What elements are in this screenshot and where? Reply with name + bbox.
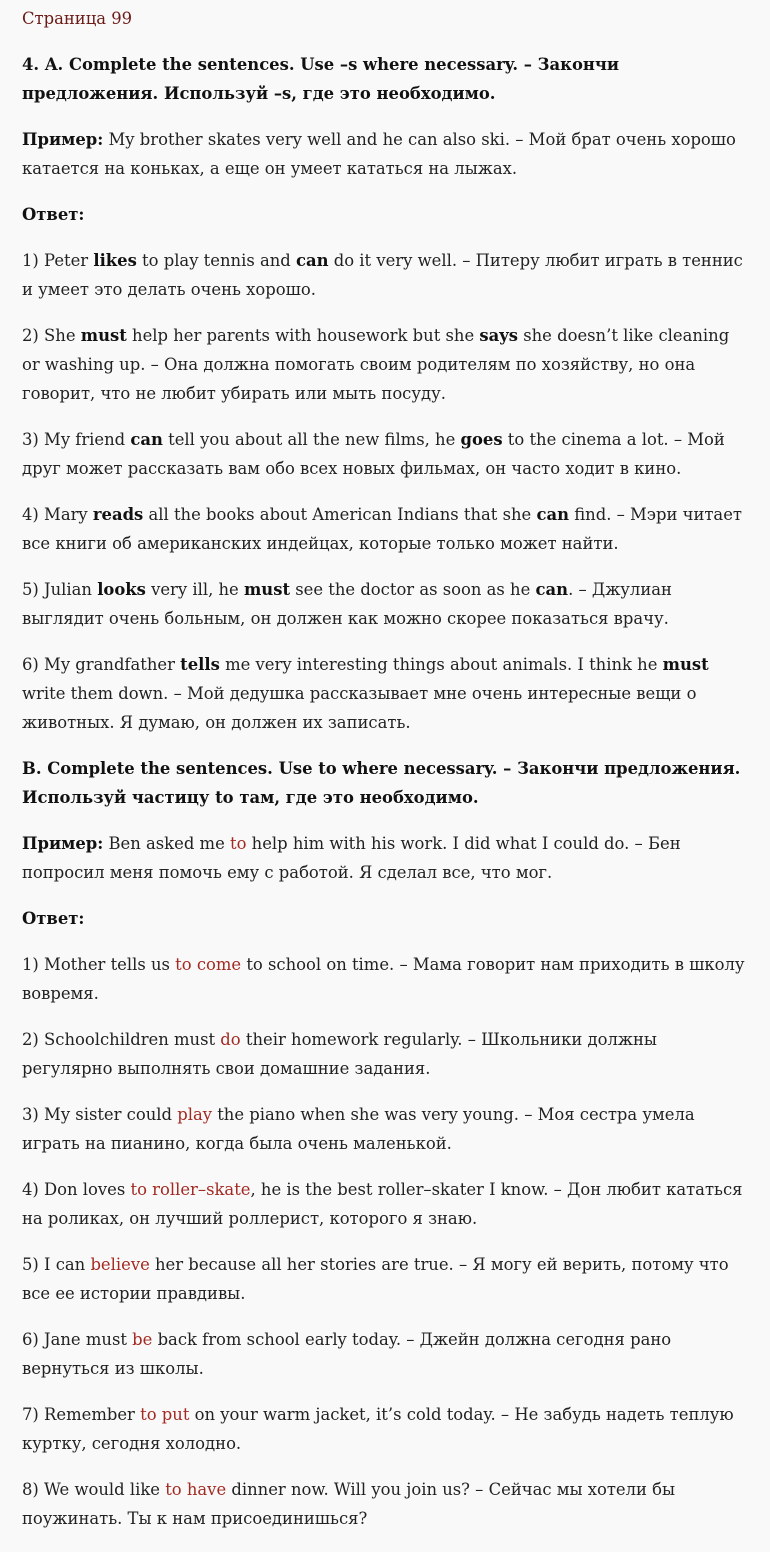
sentence-text: to play tennis and bbox=[136, 251, 296, 270]
answer-word: goes bbox=[460, 430, 503, 449]
example-label: Пример: bbox=[22, 130, 104, 149]
sentence-text: see the doctor as soon as he bbox=[290, 580, 536, 599]
sentence-text: to school on time. – Мама говорит нам приходить в школу вовремя. bbox=[22, 955, 745, 1003]
answer-word: believe bbox=[90, 1255, 150, 1274]
sentence-text: 7) Remember bbox=[22, 1405, 141, 1424]
sentence-text: their homework regularly. – Школьники должны регулярно выполнять свои домашние задания. bbox=[22, 1030, 657, 1078]
answer-word: tells bbox=[180, 655, 220, 674]
sentence-text: . – Джулиан выглядит очень больным, он должен как можно скорее показаться врачу. bbox=[22, 580, 672, 628]
sentence-text: to the cinema a lot. – Мой друг может рассказать вам обо всех новых фильмах, он часто ходит в кино. bbox=[22, 430, 725, 478]
sentence-text: she doesn’t like cleaning or washing up. – Она должна помогать своим родителям по хозяйству, но она говорит, что не любит убирать или мыть посуду. bbox=[22, 326, 730, 403]
answer-word: must bbox=[662, 655, 709, 674]
answer-word: can bbox=[130, 430, 163, 449]
sentence-text: 1) Mother tells us bbox=[22, 955, 176, 974]
exercise-a-answers bbox=[22, 246, 748, 737]
sentence-text: , he is the best roller–skater I know. – Дон любит кататься на роликах, он лучший роллерист, которого я знаю. bbox=[22, 1180, 743, 1228]
sentence-text: tell you about all the new films, he bbox=[162, 430, 461, 449]
answer-item bbox=[22, 321, 748, 408]
sentence-text: write them down. – Мой дедушка рассказывает мне очень интересные вещи о животных. Я думаю, он должен их записать. bbox=[22, 684, 697, 732]
sentence-text: find. – Мэри читает все книги об американских индейцах, которые только может найти. bbox=[22, 505, 742, 553]
sentence-text: 2) Schoolchildren must bbox=[22, 1030, 221, 1049]
answer-item bbox=[22, 1400, 748, 1458]
page-number-label: Страница 99 bbox=[22, 9, 133, 28]
sentence-text: her because all her stories are true. – Я могу ей верить, потому что все ее истории правдивы. bbox=[22, 1255, 729, 1303]
example-text: My brother skates very well and he can also ski. – Мой брат очень хорошо катается на коньках, а еще он умеет кататься на лыжах. bbox=[22, 130, 736, 178]
sentence-text: all the books about American Indians that she bbox=[143, 505, 537, 524]
exercise-b-heading: B. Complete the sentences. Use to where necessary. – Закончи предложения. Используй частицу to там, где это необходимо. bbox=[22, 759, 741, 807]
exercise-b-example bbox=[22, 829, 748, 887]
answer-word: play bbox=[177, 1105, 213, 1124]
sentence-text: 1) Peter bbox=[22, 251, 94, 270]
answer-word: be bbox=[132, 1330, 153, 1349]
sentence-text: on your warm jacket, it’s cold today. – Не забудь надеть теплую куртку, сегодня холодно. bbox=[22, 1405, 734, 1453]
answer-item bbox=[22, 500, 748, 558]
sentence-text: the piano when she was very young. – Моя сестра умела играть на пианино, когда была очень маленькой. bbox=[22, 1105, 695, 1153]
answer-item bbox=[22, 425, 748, 483]
answer-word: to have bbox=[165, 1480, 227, 1499]
exercise-b-answers bbox=[22, 950, 748, 1533]
answer-item bbox=[22, 1475, 748, 1533]
answer-word: can bbox=[536, 505, 569, 524]
answer-word: must bbox=[243, 580, 291, 599]
answer-item bbox=[22, 1175, 748, 1233]
sentence-text: 6) My grandfather bbox=[22, 655, 181, 674]
sentence-text: 3) My friend bbox=[22, 430, 131, 449]
sentence-text: do it very well. – Питеру любит играть в теннис и умеет это делать очень хорошо. bbox=[22, 251, 743, 299]
sentence-text: 4) Mary bbox=[22, 505, 93, 524]
sentence-text: 3) My sister could bbox=[22, 1105, 178, 1124]
answer-word: to roller–skate bbox=[130, 1180, 251, 1199]
answer-item bbox=[22, 1100, 748, 1158]
answer-item bbox=[22, 950, 748, 1008]
exercise-a-heading: 4. A. Complete the sentences. Use –s where necessary. – Закончи предложения. Используй –s, где это необходимо. bbox=[22, 55, 620, 103]
answer-word: must bbox=[80, 326, 127, 345]
answer-word: do bbox=[220, 1030, 241, 1049]
sentence-text: 5) Julian bbox=[22, 580, 98, 599]
sentence-text: Ben asked me bbox=[103, 834, 230, 853]
answer-word: looks bbox=[97, 580, 146, 599]
example-label: Пример: bbox=[22, 834, 104, 853]
answer-word: likes bbox=[93, 251, 137, 270]
answer-item bbox=[22, 650, 748, 737]
sentence-text: back from school early today. – Джейн должна сегодня рано вернуться из школы. bbox=[22, 1330, 672, 1378]
answer-item bbox=[22, 1250, 748, 1308]
sentence-text: help him with his work. I did what I could do. – Бен попросил меня помочь ему с работой. Я сделал все, что мог. bbox=[22, 834, 681, 882]
answer-word: reads bbox=[92, 505, 144, 524]
answer-word: can bbox=[295, 251, 329, 270]
exercise-a-answer-label: Ответ: bbox=[22, 205, 85, 224]
answer-word: can bbox=[535, 580, 569, 599]
sentence-text: 2) She bbox=[22, 326, 81, 345]
sentence-text: 6) Jane must bbox=[22, 1330, 133, 1349]
answer-item bbox=[22, 575, 748, 633]
exercise-b-answer-label: Ответ: bbox=[22, 909, 85, 928]
answer-item bbox=[22, 1025, 748, 1083]
sentence-text: 8) We would like bbox=[22, 1480, 166, 1499]
answer-word: to come bbox=[175, 955, 242, 974]
sentence-text: dinner now. Will you join us? – Сейчас мы хотели бы поужинать. Ты к нам присоединишься? bbox=[22, 1480, 676, 1528]
answer-item bbox=[22, 246, 748, 304]
answer-word: says bbox=[479, 326, 518, 345]
sentence-text: very ill, he bbox=[145, 580, 244, 599]
answer-word: to put bbox=[140, 1405, 190, 1424]
sentence-text: me very interesting things about animals. I think he bbox=[219, 655, 663, 674]
answer-word: to bbox=[229, 834, 247, 853]
answer-item bbox=[22, 1325, 748, 1383]
sentence-text: help her parents with housework but she bbox=[126, 326, 480, 345]
sentence-text: 5) I can bbox=[22, 1255, 91, 1274]
exercise-a-example bbox=[22, 125, 748, 183]
sentence-text: 4) Don loves bbox=[22, 1180, 131, 1199]
